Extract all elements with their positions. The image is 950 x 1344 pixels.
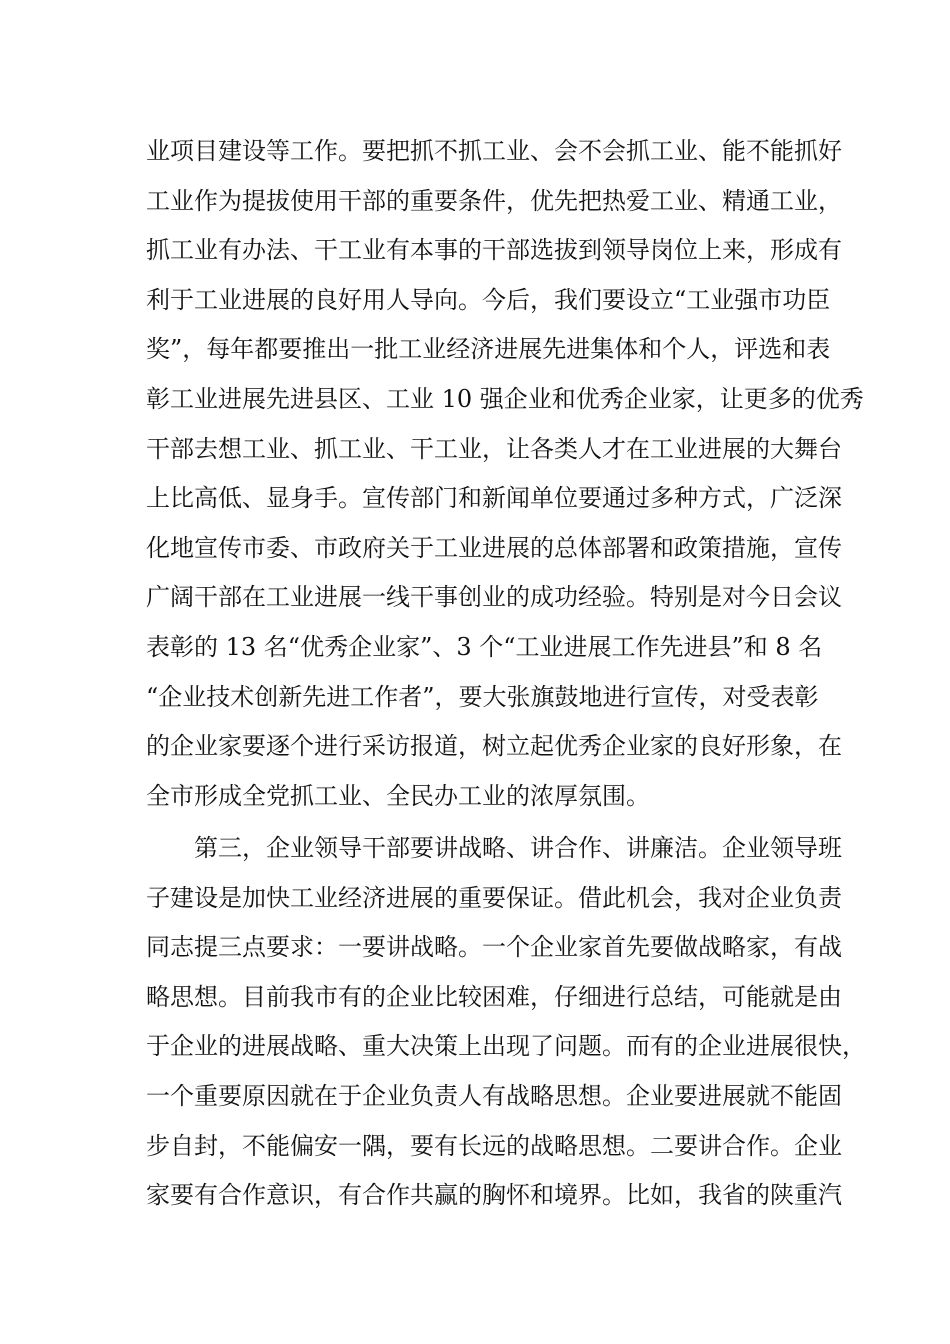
- text-line: 彰工业进展先进县区、工业 10 强企业和优秀企业家，让更多的优秀: [146, 384, 864, 413]
- text-line: 利于工业进展的良好用人导向。今后，我们要设立“工业强市功臣: [146, 285, 831, 314]
- paragraph-continued: [146, 127, 864, 821]
- text-line: 家要有合作意识，有合作共赢的胸怀和境界。比如，我省的陕重汽: [146, 1181, 842, 1210]
- text-line: “企业技术创新先进工作者”，要大张旗鼓地进行宣传，对受表彰: [146, 682, 819, 711]
- paragraph-third: [146, 824, 866, 1221]
- text-line: 工业作为提拔使用干部的重要条件，优先把热爱工业、精通工业，: [146, 186, 842, 215]
- text-line: 广阔干部在工业进展一线干事创业的成功经验。特别是对今日会议: [146, 583, 842, 612]
- text-line: 化地宣传市委、市政府关于工业进展的总体部署和政策措施，宣传: [146, 533, 842, 562]
- text-line: 奖”，每年都要推出一批工业经济进展先进集体和个人，评选和表: [146, 335, 831, 364]
- text-line: 略思想。目前我市有的企业比较困难，仔细进行总结，可能就是由: [146, 982, 842, 1011]
- text-line: 同志提三点要求：一要讲战略。一个企业家首先要做战略家，有战: [146, 933, 842, 962]
- text-line: 于企业的进展战略、重大决策上出现了问题。而有的企业进展很快，: [146, 1032, 866, 1061]
- text-line: 表彰的 13 名“优秀企业家”、3 个“工业进展工作先进县”和 8 名: [146, 632, 823, 661]
- text-line: 全市形成全党抓工业、全民办工业的浓厚氛围。: [146, 781, 650, 810]
- text-line: 抓工业有办法、干工业有本事的干部选拔到领导岗位上来，形成有: [146, 236, 842, 265]
- text-line: 子建设是加快工业经济进展的重要保证。借此机会，我对企业负责: [146, 883, 842, 912]
- text-line: 业项目建设等工作。要把抓不抓工业、会不会抓工业、能不能抓好: [146, 137, 842, 165]
- text-line: 第三，企业领导干部要讲战略、讲合作、讲廉洁。企业领导班: [146, 834, 842, 862]
- text-line: 步自封，不能偏安一隅，要有长远的战略思想。二要讲合作。企业: [146, 1131, 842, 1160]
- text-line: 干部去想工业、抓工业、干工业，让各类人才在工业进展的大舞台: [146, 434, 842, 463]
- text-line: 上比高低、显身手。宣传部门和新闻单位要通过多种方式，广泛深: [146, 484, 842, 513]
- text-line: 的企业家要逐个进行采访报道，树立起优秀企业家的良好形象，在: [146, 732, 842, 761]
- text-line: 一个重要原因就在于企业负责人有战略思想。企业要进展就不能固: [146, 1081, 842, 1110]
